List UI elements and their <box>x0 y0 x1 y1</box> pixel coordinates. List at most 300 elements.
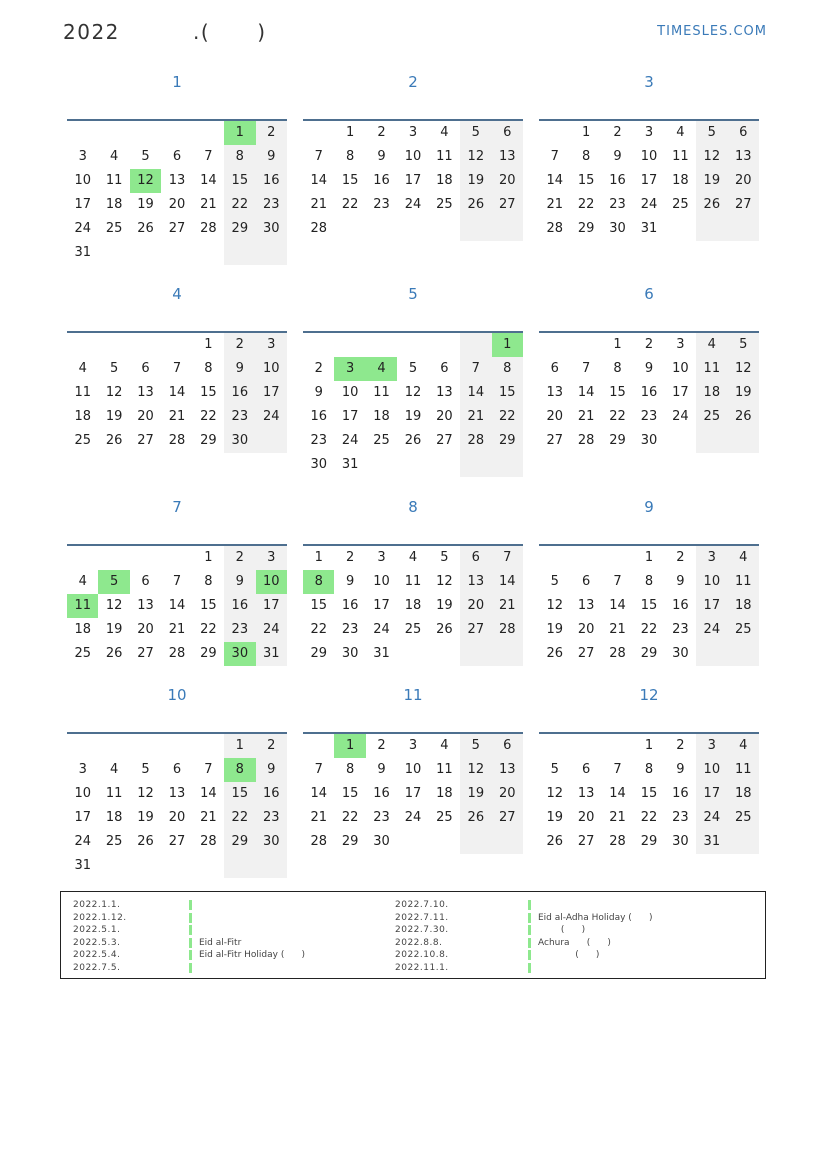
day-cell[interactable]: 9 <box>377 762 386 777</box>
day-cell[interactable]: 10 <box>404 762 422 777</box>
holiday-day-cell[interactable]: 10 <box>256 570 287 594</box>
day-cell[interactable]: 24 <box>341 433 359 448</box>
day-cell[interactable]: 22 <box>310 622 327 637</box>
day-cell[interactable]: 10 <box>74 173 91 188</box>
day-cell[interactable]: 23 <box>256 193 287 217</box>
day-cell[interactable]: 21 <box>546 197 563 212</box>
day-cell[interactable]: 25 <box>74 433 91 448</box>
day-cell[interactable]: 7 <box>172 574 182 589</box>
day-cell[interactable]: 19 <box>546 622 563 637</box>
day-cell[interactable]: 12 <box>404 385 422 400</box>
day-cell[interactable]: 14 <box>200 173 217 188</box>
day-cell[interactable]: 17 <box>640 173 658 188</box>
day-cell[interactable]: 22 <box>200 409 217 424</box>
day-cell[interactable]: 28 <box>200 221 217 236</box>
day-cell[interactable]: 29 <box>341 834 359 849</box>
day-cell[interactable]: 13 <box>168 786 186 801</box>
day-cell[interactable]: 11 <box>728 758 759 782</box>
day-cell[interactable]: 27 <box>460 618 491 642</box>
day-cell[interactable]: 21 <box>460 405 491 429</box>
day-cell[interactable]: 12 <box>546 598 563 613</box>
day-cell[interactable]: 13 <box>728 145 759 169</box>
day-cell[interactable]: 1 <box>224 734 255 758</box>
day-cell[interactable]: 19 <box>460 169 491 193</box>
day-cell[interactable]: 16 <box>256 782 287 806</box>
day-cell[interactable]: 18 <box>436 173 453 188</box>
day-cell[interactable]: 16 <box>224 594 255 618</box>
day-cell[interactable]: 2 <box>377 738 386 753</box>
day-cell[interactable]: 22 <box>200 622 217 637</box>
day-cell[interactable]: 6 <box>728 121 759 145</box>
day-cell[interactable]: 15 <box>224 169 255 193</box>
day-cell[interactable]: 22 <box>640 622 658 637</box>
day-cell[interactable]: 5 <box>109 361 119 376</box>
day-cell[interactable]: 19 <box>105 409 123 424</box>
day-cell[interactable]: 15 <box>310 598 327 613</box>
day-cell[interactable]: 11 <box>105 173 123 188</box>
day-cell[interactable]: 20 <box>460 594 491 618</box>
day-cell[interactable]: 17 <box>74 197 91 212</box>
day-cell[interactable]: 7 <box>314 149 323 164</box>
day-cell[interactable]: 18 <box>404 598 422 613</box>
day-cell[interactable]: 14 <box>310 786 327 801</box>
holiday-day-cell[interactable]: 12 <box>130 169 161 193</box>
day-cell[interactable]: 26 <box>137 221 154 236</box>
day-cell[interactable]: 12 <box>460 758 491 782</box>
day-cell[interactable]: 13 <box>460 570 491 594</box>
day-cell[interactable]: 30 <box>672 646 689 661</box>
day-cell[interactable]: 14 <box>460 381 491 405</box>
day-cell[interactable]: 16 <box>672 786 689 801</box>
holiday-day-cell[interactable]: 8 <box>303 570 334 594</box>
day-cell[interactable]: 14 <box>609 786 626 801</box>
day-cell[interactable]: 27 <box>546 433 563 448</box>
day-cell[interactable]: 23 <box>672 622 689 637</box>
day-cell[interactable]: 11 <box>373 385 390 400</box>
day-cell[interactable]: 29 <box>200 646 217 661</box>
day-cell[interactable]: 27 <box>728 193 759 217</box>
day-cell[interactable]: 4 <box>109 762 119 777</box>
day-cell[interactable]: 5 <box>408 361 418 376</box>
day-cell[interactable]: 10 <box>404 149 422 164</box>
day-cell[interactable]: 22 <box>609 409 626 424</box>
day-cell[interactable]: 26 <box>460 193 491 217</box>
day-cell[interactable]: 16 <box>373 173 390 188</box>
day-cell[interactable]: 25 <box>696 405 727 429</box>
day-cell[interactable]: 29 <box>310 646 327 661</box>
holiday-day-cell[interactable]: 1 <box>224 121 255 145</box>
day-cell[interactable]: 3 <box>408 738 418 753</box>
day-cell[interactable]: 18 <box>74 622 91 637</box>
day-cell[interactable]: 17 <box>404 786 422 801</box>
day-cell[interactable]: 26 <box>546 834 563 849</box>
day-cell[interactable]: 17 <box>341 409 359 424</box>
day-cell[interactable]: 23 <box>373 810 390 825</box>
day-cell[interactable]: 7 <box>613 762 622 777</box>
day-cell[interactable]: 19 <box>728 381 759 405</box>
day-cell[interactable]: 25 <box>105 221 123 236</box>
day-cell[interactable]: 12 <box>728 357 759 381</box>
day-cell[interactable]: 30 <box>256 830 287 854</box>
day-cell[interactable]: 30 <box>640 433 658 448</box>
day-cell[interactable]: 4 <box>408 550 418 565</box>
day-cell[interactable]: 21 <box>310 197 327 212</box>
day-cell[interactable]: 10 <box>256 357 287 381</box>
day-cell[interactable]: 3 <box>408 125 418 140</box>
day-cell[interactable]: 18 <box>728 594 759 618</box>
day-cell[interactable]: 3 <box>78 762 87 777</box>
day-cell[interactable]: 29 <box>577 221 595 236</box>
day-cell[interactable]: 29 <box>609 433 626 448</box>
day-cell[interactable]: 2 <box>256 734 287 758</box>
day-cell[interactable]: 24 <box>696 806 727 830</box>
day-cell[interactable]: 1 <box>204 550 213 565</box>
day-cell[interactable]: 5 <box>696 121 727 145</box>
day-cell[interactable]: 9 <box>676 762 685 777</box>
day-cell[interactable]: 11 <box>696 357 727 381</box>
day-cell[interactable]: 17 <box>256 381 287 405</box>
day-cell[interactable]: 27 <box>577 834 595 849</box>
day-cell[interactable]: 8 <box>224 145 255 169</box>
day-cell[interactable]: 9 <box>224 357 255 381</box>
day-cell[interactable]: 28 <box>577 433 595 448</box>
day-cell[interactable]: 26 <box>728 405 759 429</box>
day-cell[interactable]: 18 <box>436 786 453 801</box>
day-cell[interactable]: 9 <box>224 570 255 594</box>
day-cell[interactable]: 31 <box>74 858 91 873</box>
day-cell[interactable]: 18 <box>105 197 123 212</box>
day-cell[interactable]: 29 <box>224 830 255 854</box>
day-cell[interactable]: 30 <box>609 221 626 236</box>
day-cell[interactable]: 3 <box>696 734 727 758</box>
day-cell[interactable]: 3 <box>78 149 87 164</box>
day-cell[interactable]: 12 <box>460 145 491 169</box>
day-cell[interactable]: 17 <box>696 782 727 806</box>
day-cell[interactable]: 8 <box>644 762 654 777</box>
day-cell[interactable]: 2 <box>345 550 355 565</box>
day-cell[interactable]: 9 <box>676 574 685 589</box>
day-cell[interactable]: 15 <box>640 598 658 613</box>
day-cell[interactable]: 16 <box>609 173 626 188</box>
day-cell[interactable]: 19 <box>436 598 453 613</box>
day-cell[interactable]: 3 <box>676 337 685 352</box>
day-cell[interactable]: 8 <box>204 574 213 589</box>
day-cell[interactable]: 15 <box>200 598 217 613</box>
day-cell[interactable]: 28 <box>492 618 523 642</box>
day-cell[interactable]: 17 <box>696 594 727 618</box>
day-cell[interactable]: 20 <box>137 409 154 424</box>
day-cell[interactable]: 28 <box>460 429 491 453</box>
day-cell[interactable]: 19 <box>137 810 154 825</box>
day-cell[interactable]: 8 <box>345 762 355 777</box>
day-cell[interactable]: 9 <box>256 145 287 169</box>
day-cell[interactable]: 17 <box>256 594 287 618</box>
day-cell[interactable]: 4 <box>78 574 87 589</box>
day-cell[interactable]: 25 <box>373 433 390 448</box>
day-cell[interactable]: 8 <box>345 149 355 164</box>
day-cell[interactable]: 29 <box>640 834 658 849</box>
day-cell[interactable]: 3 <box>377 550 386 565</box>
day-cell[interactable]: 16 <box>256 169 287 193</box>
day-cell[interactable]: 8 <box>492 357 523 381</box>
day-cell[interactable]: 3 <box>256 546 287 570</box>
day-cell[interactable]: 1 <box>581 125 591 140</box>
day-cell[interactable]: 13 <box>492 758 523 782</box>
day-cell[interactable]: 2 <box>644 337 654 352</box>
day-cell[interactable]: 22 <box>341 810 359 825</box>
day-cell[interactable]: 27 <box>137 433 154 448</box>
day-cell[interactable]: 12 <box>137 786 154 801</box>
day-cell[interactable]: 26 <box>460 806 491 830</box>
day-cell[interactable]: 19 <box>105 622 123 637</box>
day-cell[interactable]: 10 <box>640 149 658 164</box>
day-cell[interactable]: 2 <box>314 361 323 376</box>
day-cell[interactable]: 24 <box>74 221 91 236</box>
day-cell[interactable]: 14 <box>546 173 563 188</box>
day-cell[interactable]: 6 <box>440 361 449 376</box>
day-cell[interactable]: 14 <box>609 598 626 613</box>
day-cell[interactable]: 5 <box>460 121 491 145</box>
day-cell[interactable]: 25 <box>436 810 453 825</box>
day-cell[interactable]: 27 <box>168 221 186 236</box>
day-cell[interactable]: 6 <box>172 149 182 164</box>
day-cell[interactable]: 24 <box>74 834 91 849</box>
day-cell[interactable]: 20 <box>436 409 453 424</box>
day-cell[interactable]: 26 <box>105 646 123 661</box>
day-cell[interactable]: 19 <box>546 810 563 825</box>
day-cell[interactable]: 8 <box>613 361 622 376</box>
day-cell[interactable]: 19 <box>137 197 154 212</box>
day-cell[interactable]: 2 <box>676 550 685 565</box>
day-cell[interactable]: 1 <box>204 337 213 352</box>
day-cell[interactable]: 20 <box>577 622 595 637</box>
day-cell[interactable]: 7 <box>204 149 213 164</box>
day-cell[interactable]: 8 <box>581 149 591 164</box>
day-cell[interactable]: 4 <box>728 546 759 570</box>
day-cell[interactable]: 4 <box>728 734 759 758</box>
day-cell[interactable]: 26 <box>696 193 727 217</box>
day-cell[interactable]: 4 <box>440 125 449 140</box>
day-cell[interactable]: 30 <box>373 834 390 849</box>
day-cell[interactable]: 18 <box>105 810 123 825</box>
day-cell[interactable]: 14 <box>200 786 217 801</box>
day-cell[interactable]: 13 <box>577 786 595 801</box>
day-cell[interactable]: 14 <box>168 598 186 613</box>
day-cell[interactable]: 13 <box>577 598 595 613</box>
day-cell[interactable]: 7 <box>204 762 213 777</box>
day-cell[interactable]: 2 <box>676 738 685 753</box>
day-cell[interactable]: 15 <box>200 385 217 400</box>
day-cell[interactable]: 27 <box>168 834 186 849</box>
day-cell[interactable]: 1 <box>644 738 654 753</box>
day-cell[interactable]: 21 <box>577 409 595 424</box>
day-cell[interactable]: 17 <box>373 598 390 613</box>
day-cell[interactable]: 6 <box>460 546 491 570</box>
day-cell[interactable]: 19 <box>404 409 422 424</box>
day-cell[interactable]: 21 <box>200 197 217 212</box>
day-cell[interactable]: 28 <box>168 433 186 448</box>
day-cell[interactable]: 25 <box>728 618 759 642</box>
day-cell[interactable]: 25 <box>672 197 689 212</box>
day-cell[interactable]: 10 <box>74 786 91 801</box>
day-cell[interactable]: 7 <box>550 149 559 164</box>
day-cell[interactable]: 5 <box>550 762 559 777</box>
day-cell[interactable]: 31 <box>256 642 287 666</box>
day-cell[interactable]: 28 <box>310 221 327 236</box>
day-cell[interactable]: 21 <box>168 622 186 637</box>
day-cell[interactable]: 21 <box>492 594 523 618</box>
day-cell[interactable]: 15 <box>492 381 523 405</box>
day-cell[interactable]: 30 <box>672 834 689 849</box>
day-cell[interactable]: 30 <box>310 457 327 472</box>
day-cell[interactable]: 24 <box>672 409 689 424</box>
day-cell[interactable]: 30 <box>256 217 287 241</box>
day-cell[interactable]: 7 <box>492 546 523 570</box>
day-cell[interactable]: 3 <box>256 333 287 357</box>
day-cell[interactable]: 14 <box>492 570 523 594</box>
day-cell[interactable]: 24 <box>640 197 658 212</box>
day-cell[interactable]: 23 <box>341 622 359 637</box>
day-cell[interactable]: 1 <box>644 550 654 565</box>
day-cell[interactable]: 31 <box>640 221 658 236</box>
day-cell[interactable]: 28 <box>200 834 217 849</box>
day-cell[interactable]: 5 <box>141 149 150 164</box>
day-cell[interactable]: 3 <box>696 546 727 570</box>
day-cell[interactable]: 11 <box>436 149 453 164</box>
day-cell[interactable]: 25 <box>74 646 91 661</box>
day-cell[interactable]: 29 <box>640 646 658 661</box>
day-cell[interactable]: 25 <box>105 834 123 849</box>
day-cell[interactable]: 7 <box>581 361 591 376</box>
day-cell[interactable]: 7 <box>613 574 622 589</box>
day-cell[interactable]: 27 <box>137 646 154 661</box>
day-cell[interactable]: 5 <box>460 734 491 758</box>
day-cell[interactable]: 22 <box>492 405 523 429</box>
day-cell[interactable]: 24 <box>404 810 422 825</box>
day-cell[interactable]: 15 <box>640 786 658 801</box>
day-cell[interactable]: 6 <box>172 762 182 777</box>
day-cell[interactable]: 13 <box>546 385 563 400</box>
day-cell[interactable]: 6 <box>581 574 591 589</box>
day-cell[interactable]: 18 <box>373 409 390 424</box>
day-cell[interactable]: 9 <box>314 385 323 400</box>
day-cell[interactable]: 23 <box>224 618 255 642</box>
day-cell[interactable]: 16 <box>672 598 689 613</box>
day-cell[interactable]: 16 <box>640 385 658 400</box>
day-cell[interactable]: 21 <box>609 810 626 825</box>
day-cell[interactable]: 11 <box>436 762 453 777</box>
day-cell[interactable]: 21 <box>609 622 626 637</box>
day-cell[interactable]: 7 <box>172 361 182 376</box>
day-cell[interactable]: 24 <box>256 405 287 429</box>
day-cell[interactable]: 10 <box>696 570 727 594</box>
day-cell[interactable]: 11 <box>74 385 91 400</box>
day-cell[interactable]: 23 <box>310 433 327 448</box>
holiday-day-cell[interactable]: 8 <box>224 758 255 782</box>
day-cell[interactable]: 13 <box>492 145 523 169</box>
day-cell[interactable]: 17 <box>404 173 422 188</box>
day-cell[interactable]: 20 <box>728 169 759 193</box>
day-cell[interactable]: 18 <box>696 381 727 405</box>
day-cell[interactable]: 26 <box>105 433 123 448</box>
day-cell[interactable]: 29 <box>200 433 217 448</box>
day-cell[interactable]: 21 <box>310 810 327 825</box>
day-cell[interactable]: 31 <box>373 646 390 661</box>
day-cell[interactable]: 26 <box>137 834 154 849</box>
day-cell[interactable]: 15 <box>577 173 595 188</box>
day-cell[interactable]: 25 <box>404 622 422 637</box>
day-cell[interactable]: 6 <box>141 574 150 589</box>
holiday-day-cell[interactable]: 30 <box>224 642 255 666</box>
day-cell[interactable]: 27 <box>577 646 595 661</box>
day-cell[interactable]: 22 <box>224 806 255 830</box>
day-cell[interactable]: 28 <box>168 646 186 661</box>
day-cell[interactable]: 30 <box>224 429 255 453</box>
day-cell[interactable]: 20 <box>137 622 154 637</box>
day-cell[interactable]: 4 <box>676 125 685 140</box>
day-cell[interactable]: 12 <box>105 598 123 613</box>
holiday-day-cell[interactable]: 1 <box>334 734 365 758</box>
day-cell[interactable]: 6 <box>581 762 591 777</box>
day-cell[interactable]: 14 <box>168 385 186 400</box>
day-cell[interactable]: 27 <box>492 193 523 217</box>
day-cell[interactable]: 16 <box>341 598 359 613</box>
day-cell[interactable]: 16 <box>373 786 390 801</box>
day-cell[interactable]: 29 <box>492 429 523 453</box>
day-cell[interactable]: 28 <box>609 834 626 849</box>
day-cell[interactable]: 23 <box>672 810 689 825</box>
day-cell[interactable]: 7 <box>314 762 323 777</box>
day-cell[interactable]: 8 <box>204 361 213 376</box>
day-cell[interactable]: 6 <box>141 361 150 376</box>
day-cell[interactable]: 2 <box>224 546 255 570</box>
day-cell[interactable]: 14 <box>310 173 327 188</box>
day-cell[interactable]: 31 <box>341 457 359 472</box>
day-cell[interactable]: 18 <box>74 409 91 424</box>
day-cell[interactable]: 19 <box>460 782 491 806</box>
day-cell[interactable]: 22 <box>640 810 658 825</box>
day-cell[interactable]: 29 <box>224 217 255 241</box>
day-cell[interactable]: 25 <box>728 806 759 830</box>
day-cell[interactable]: 9 <box>377 149 386 164</box>
holiday-day-cell[interactable]: 11 <box>67 594 98 618</box>
day-cell[interactable]: 15 <box>609 385 626 400</box>
day-cell[interactable]: 15 <box>224 782 255 806</box>
day-cell[interactable]: 23 <box>224 405 255 429</box>
day-cell[interactable]: 6 <box>550 361 559 376</box>
day-cell[interactable]: 7 <box>460 357 491 381</box>
day-cell[interactable]: 2 <box>613 125 622 140</box>
day-cell[interactable]: 14 <box>577 385 595 400</box>
day-cell[interactable]: 17 <box>672 385 689 400</box>
day-cell[interactable]: 1 <box>345 125 355 140</box>
day-cell[interactable]: 23 <box>609 197 626 212</box>
day-cell[interactable]: 26 <box>404 433 422 448</box>
day-cell[interactable]: 9 <box>613 149 622 164</box>
day-cell[interactable]: 28 <box>310 834 327 849</box>
day-cell[interactable]: 22 <box>341 197 359 212</box>
day-cell[interactable]: 4 <box>78 361 87 376</box>
day-cell[interactable]: 16 <box>310 409 327 424</box>
day-cell[interactable]: 5 <box>550 574 559 589</box>
day-cell[interactable]: 4 <box>109 149 119 164</box>
day-cell[interactable]: 13 <box>137 385 154 400</box>
day-cell[interactable]: 5 <box>728 333 759 357</box>
day-cell[interactable]: 5 <box>440 550 449 565</box>
day-cell[interactable]: 6 <box>492 121 523 145</box>
day-cell[interactable]: 11 <box>105 786 123 801</box>
day-cell[interactable]: 22 <box>224 193 255 217</box>
